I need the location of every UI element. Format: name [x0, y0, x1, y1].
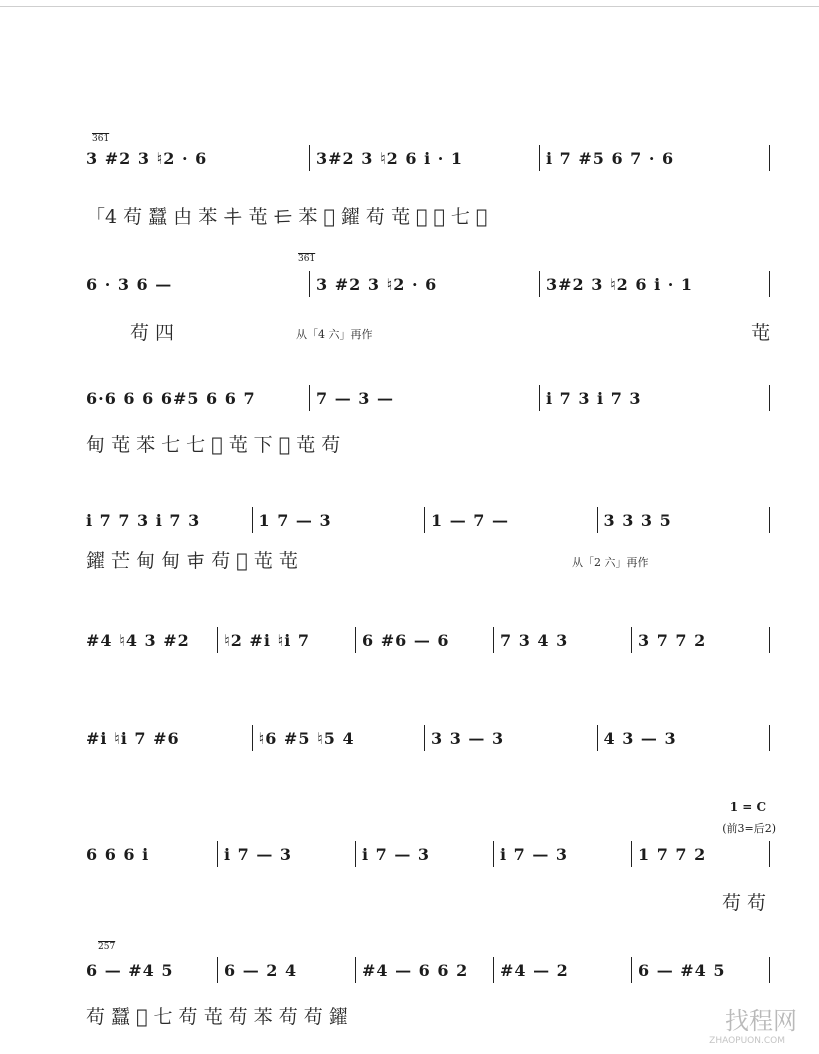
tablature-line — [80, 1000, 770, 1030]
tablature-text: 苟 四 — [130, 321, 175, 344]
measure: 3 3 — 3 — [431, 728, 505, 748]
key-signature: 1 = C — [729, 800, 766, 814]
measure: i 7 7 3 i 7 3 — [86, 510, 201, 530]
measure: 6 — #4 5 — [638, 960, 726, 980]
measure: ♮2 #i ♮i 7 — [224, 630, 310, 650]
measure: 6 #6 — 6 — [362, 630, 450, 650]
measure: 3#2 3 ♮2 6 i · 1 — [316, 148, 463, 168]
measure: 3 3 3 5 — [603, 510, 672, 530]
measure: #4 — 2 — [500, 960, 569, 980]
measure: 1 7 7 2 — [638, 844, 707, 864]
measure: i 7 — 3 — [500, 844, 569, 864]
tablature-line — [80, 544, 770, 574]
measure: i 7 3 i 7 3 — [546, 388, 642, 408]
barline — [769, 507, 770, 533]
site-watermark: 找程网 — [725, 1007, 797, 1035]
measure: 6 — #4 5 — [86, 960, 174, 980]
tablature-text: 鑃 芒 甸 甸 𰀉 苟 𰀊 芚 芚 — [86, 549, 298, 572]
barline — [769, 725, 770, 751]
measure: 3 7 7 2 — [638, 630, 707, 650]
tablature-line — [80, 886, 770, 916]
tablature-text: 甸 芚 苯 七 七 𰀇 芚 下 𰀈 芚 苟 — [86, 433, 341, 456]
notation-line — [80, 272, 770, 296]
measure: 3 #2 3 ♮2 · 6 — [316, 274, 438, 294]
tablature-text: 「4 苟 蠶 甴 苯 𰀁 芚 𰀂 苯 𰀃 鑃 苟 芚 𰀄 𰀅 七 𰀆 — [86, 205, 488, 228]
tablature-line — [80, 316, 770, 346]
repeat-instruction: 从「4 六」再作 — [296, 328, 373, 341]
barline — [769, 145, 770, 171]
measure: #i ♮i 7 #6 — [86, 728, 180, 748]
ornament-mark: 361 — [298, 254, 316, 264]
measure: i 7 — 3 — [224, 844, 293, 864]
barline — [769, 841, 770, 867]
page-edge — [0, 6, 819, 7]
measure: 1 — 7 — — [431, 510, 509, 530]
measure: 7 3 4 3 — [500, 630, 569, 650]
ornament-mark: 361 — [92, 134, 110, 144]
measure: i 7 — 3 — [362, 844, 431, 864]
measure: #4 ♮4 3 #2 — [86, 630, 190, 650]
barline — [769, 271, 770, 297]
measure: 1 7 — 3 — [258, 510, 332, 530]
repeat-instruction: 从「2 六」再作 — [572, 556, 649, 569]
notation-line — [80, 386, 770, 410]
measure: 3 #2 3 ♮2 · 6 — [86, 148, 208, 168]
measure: 6 — 2 4 — [224, 960, 298, 980]
tablature-line — [80, 200, 770, 230]
notation-line — [80, 842, 770, 866]
measure: 3#2 3 ♮2 6 i · 1 — [546, 274, 693, 294]
barline — [769, 627, 770, 653]
barline — [769, 385, 770, 411]
key-note: (前3=后2) — [722, 822, 776, 835]
measure: 7 — 3 — — [316, 388, 394, 408]
notation-line — [80, 508, 770, 532]
site-watermark-url: ZHAOPUON.COM — [709, 1036, 785, 1046]
notation-line — [80, 146, 770, 170]
notation-line — [80, 958, 770, 982]
tablature-line — [80, 428, 770, 458]
measure: ♮6 #5 ♮5 4 — [258, 728, 355, 748]
ornament-mark: 257 — [98, 942, 116, 952]
measure: 6 · 3 6 — — [86, 274, 173, 294]
measure: 6·6 6 6 6#5 6 6 7 — [86, 388, 256, 408]
measure: i 7 #5 6 7 · 6 — [546, 148, 675, 168]
tablature-text: 苟 苟 — [721, 891, 766, 914]
measure: 4 3 — 3 — [603, 728, 677, 748]
measure: #4 — 6 6 2 — [362, 960, 469, 980]
notation-line — [80, 628, 770, 652]
barline — [769, 957, 770, 983]
measure: 6 6 6 i — [86, 844, 150, 864]
tablature-text: 苟 蠶 𰀋 七 苟 芚 苟 苯 苟 苟 鑃 — [86, 1005, 348, 1028]
notation-line — [80, 726, 770, 750]
tablature-text: 芚 — [750, 321, 770, 344]
